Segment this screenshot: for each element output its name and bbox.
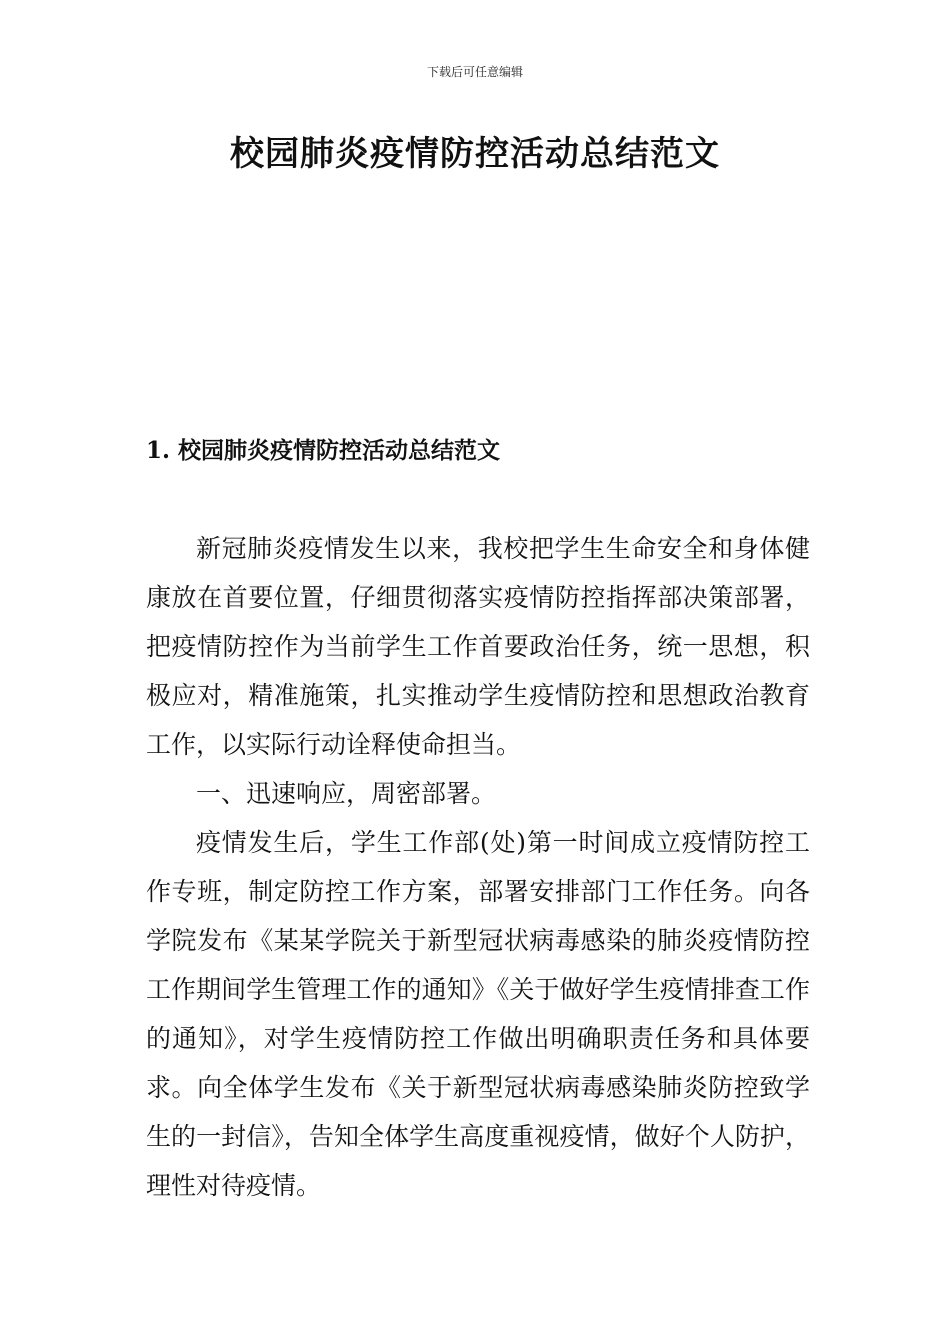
body-text xyxy=(146,524,810,1210)
paragraph-subheading: 一、迅速响应，周密部署。 xyxy=(196,779,497,808)
header-note: 下载后可任意编辑 xyxy=(426,65,523,79)
paragraph-intro: 新冠肺炎疫情发生以来，我校把学生生命安全和身体健康放在首要位置，仔细贯彻落实疫情防控指挥部决策部署，把疫情防控作为当前学生工作首要政治任务，统一思想，积极应对，精准施策，扎实推动学生疫情防控和思想政治教育工作，以实际行动诠释使命担当。 xyxy=(146,534,810,759)
page-title: 校园肺炎疫情防控活动总结范文 xyxy=(230,134,720,174)
section-heading: 1. 校园肺炎疫情防控活动总结范文 xyxy=(146,437,501,464)
paragraph-response: 疫情发生后，学生工作部(处)第一时间成立疫情防控工作专班，制定防控工作方案，部署安排部门工作任务。向各学院发布《某某学院关于新型冠状病毒感染的肺炎疫情防控工作期间学生管理工作的通知》《关于做好学生疫情排查工作的通知》，对学生疫情防控工作做出明确职责任务和具体要求。向全体学生发布《关于新型冠状病毒感染肺炎防控致学生的一封信》，告知全体学生高度重视疫情，做好个人防护，理性对待疫情。 xyxy=(146,828,810,1200)
